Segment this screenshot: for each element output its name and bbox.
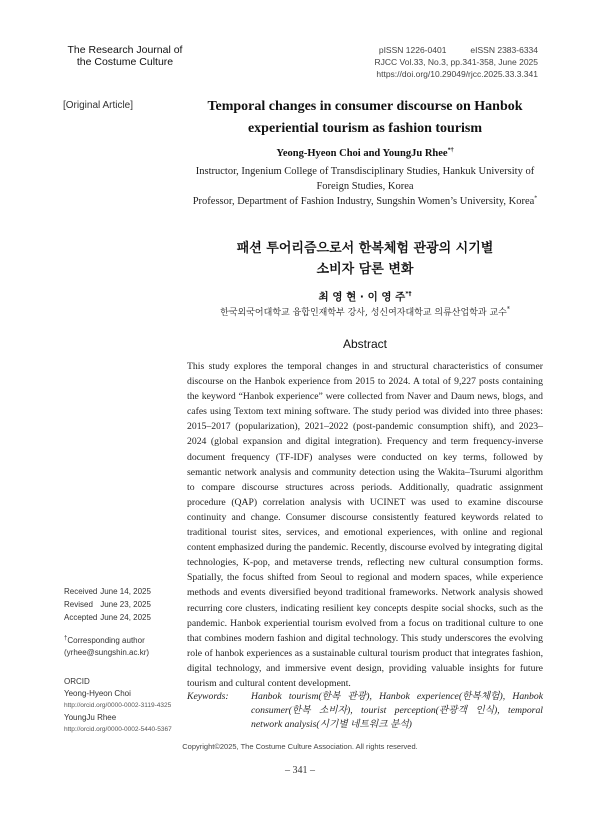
pissn: pISSN 1226-0401 xyxy=(378,45,447,55)
journal-name-line1: The Research Journal of xyxy=(67,44,183,56)
received-row xyxy=(64,585,151,598)
page-number: – 341 – xyxy=(285,765,315,776)
journal-meta xyxy=(375,44,539,80)
corresponding-label: Corresponding author xyxy=(67,636,145,645)
revised-label: Revised xyxy=(64,600,93,609)
orcid-author-2: YoungJu Rhee xyxy=(64,713,117,722)
korean-authors-names: 최 영 현 · 이 영 주 xyxy=(318,291,406,303)
copyright: Copyright©2025, The Costume Culture Association. All rights reserved. xyxy=(182,742,418,751)
orcid-block xyxy=(64,676,172,736)
affiliations xyxy=(188,164,542,209)
abstract-heading: Abstract xyxy=(342,337,387,351)
korean-title-line1: 패션 투어리즘으로서 한복체험 관광의 시기별 xyxy=(236,241,494,256)
corresponding-label-row xyxy=(64,635,149,647)
korean-affiliation-marker: * xyxy=(506,306,510,313)
korean-affiliation-text: 한국외국어대학교 융합인재학부 강사, 성신여자대학교 의류산업학과 교수 xyxy=(220,308,507,318)
corresponding-author xyxy=(64,635,149,659)
authors-marker: *† xyxy=(447,147,454,154)
affiliation-2-text: Professor, Department of Fashion Industry, Sungshin Women’s University, Korea xyxy=(192,196,535,207)
article-type: [Original Article] xyxy=(63,100,134,111)
journal-name xyxy=(60,44,190,68)
orcid-link-1[interactable]: http://orcid.org/0000-0002-3119-4325 xyxy=(64,702,172,709)
korean-authors xyxy=(188,289,542,304)
affiliation-2 xyxy=(188,194,542,209)
doi-link[interactable]: https://doi.org/10.29049/rjcc.2025.33.3.341 xyxy=(376,69,538,79)
received-date: June 14, 2025 xyxy=(100,587,151,596)
keywords xyxy=(187,690,543,732)
issn-line xyxy=(375,44,539,56)
orcid-link-2[interactable]: http://orcid.org/0000-0002-5440-5367 xyxy=(64,726,172,733)
accepted-date: June 24, 2025 xyxy=(100,613,151,622)
received-label: Received xyxy=(64,587,98,596)
keywords-label: Keywords: xyxy=(187,691,229,702)
affiliation-1: Instructor, Ingenium College of Transdisciplinary Studies, Hankuk University of Foreign Studies, Korea xyxy=(195,166,535,192)
abstract-body: This study explores the temporal changes in and structural characteristics of consumer discourse on the Hanbok experience from 2015 to 2024. A total of 9,227 posts containing the keyword “Hanbok experience” were collected from Naver and Daum news, blogs, and cafes using Textom text mining software. The study period was divided into three phases: 2015–2017 (popularization), 2021–2022 (post-pandemic consumption shift), and 2023–2024 (global expansion and digital integration). Frequency and term frequency-inverse document frequency (TF-IDF) analyses were conducted on key terms, followed by semantic network analysis and community detection using the Wakita–Tsurumi algorithm to compare discourse structures across periods. Additionally, quadratic assignment procedure (QAP) correlation analysis with UCINET was used to examine discourse continuity and change. Consumer discourse consistently featured keywords related to traditional tourist sites, services, and emotional experiences, with online and regional content emphasized during the pandemic. Recently, discourse evolved by integrating digital technologies, K-pop, and metaverse trends, reflecting new cultural consumption forms. Spatially, the focus shifted from Seoul to regional and modern spaces, while experience methods and events diversified beyond traditional frameworks. Network analysis showed recurring core clusters, indicating resilient key concepts despite social shocks, such as the pandemic. Hanbok experiential tourism evolved from a focus on traditional culture to one that combines modern fashion and digital technology. This study underscores the evolving role of hanbok experiences as a sustainable cultural tourism product that integrates fashion, digital technology, and immersive event design, providing valuable insights for future tourism and cultural content development. xyxy=(187,361,543,689)
korean-title xyxy=(188,238,542,280)
author-list xyxy=(188,148,542,159)
dagger-marker: † xyxy=(64,635,68,642)
eissn: eISSN 2383-6334 xyxy=(470,45,538,55)
korean-title-line2: 소비자 담론 변화 xyxy=(316,262,414,277)
keywords-text: Hanbok tourism(한복 관광), Hanbok experience(한복체험), Hanbok consumer(한복 소비자), tourist perception(관광객 인식), temporal network analysis(시기별 네트워크 분석) xyxy=(251,691,543,730)
corresponding-email[interactable]: (yrhee@sungshin.ac.kr) xyxy=(64,648,150,657)
article-title xyxy=(188,96,542,140)
submission-dates xyxy=(64,585,151,624)
journal-name-line2: the Costume Culture xyxy=(76,56,174,68)
korean-affiliation xyxy=(188,305,542,318)
orcid-author-1: Yeong-Hyeon Choi xyxy=(64,689,131,698)
citation: RJCC Vol.33, No.3, pp.341-358, June 2025 xyxy=(374,57,538,67)
title-line2: experiential tourism as fashion tourism xyxy=(247,121,483,136)
revised-date: June 23, 2025 xyxy=(100,600,151,609)
orcid-label: ORCID xyxy=(64,677,90,686)
affiliation-2-marker: * xyxy=(534,195,538,202)
revised-row xyxy=(64,598,151,611)
accepted-row xyxy=(64,611,151,624)
authors-names: Yeong-Hyeon Choi and YoungJu Rhee xyxy=(276,148,448,159)
accepted-label: Accepted xyxy=(64,613,98,622)
korean-authors-marker: *† xyxy=(405,290,412,298)
title-line1: Temporal changes in consumer discourse on Hanbok xyxy=(207,99,523,114)
